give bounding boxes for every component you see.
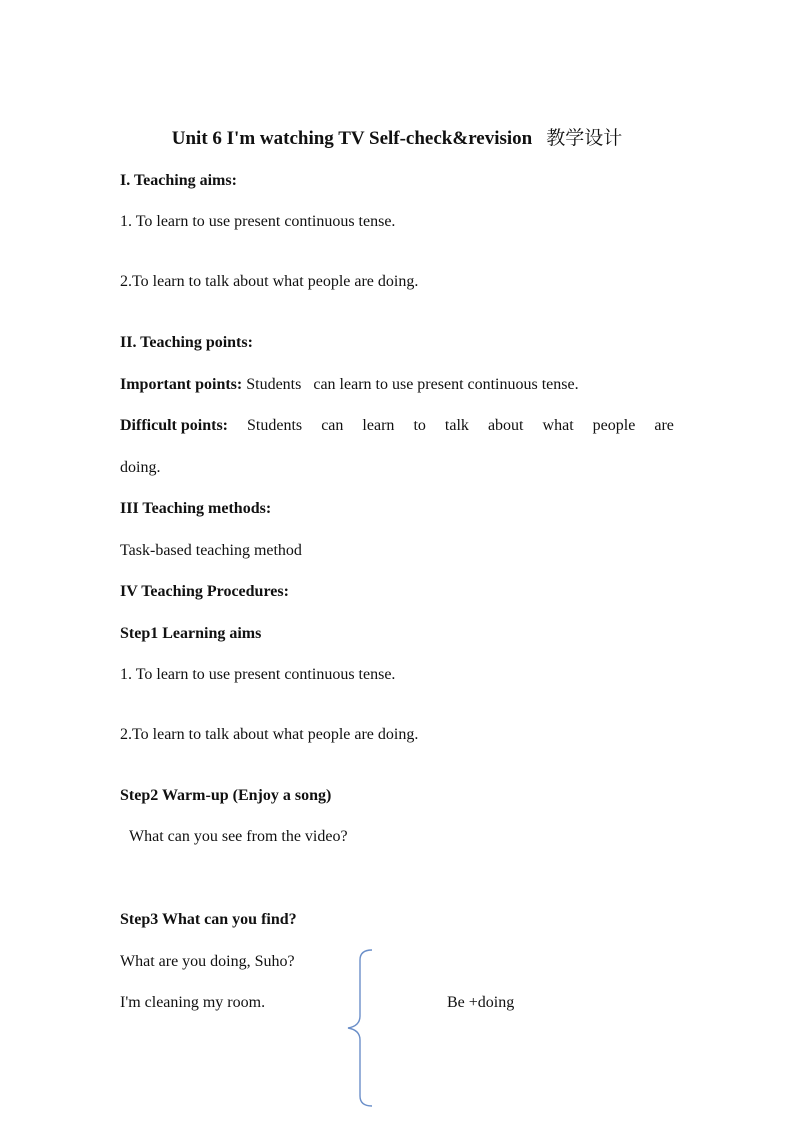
- step2-heading: Step2 Warm-up (Enjoy a song): [120, 787, 332, 804]
- teaching-points-heading: II. Teaching points:: [120, 334, 253, 351]
- aim-1: 1. To learn to use present continuous tense.: [120, 213, 396, 230]
- difficult-word: to: [413, 417, 426, 434]
- step3-question: What are you doing, Suho?: [120, 953, 295, 970]
- title-main: Unit 6 I'm watching TV Self-check&revision: [171, 128, 533, 149]
- teaching-methods-text: Task-based teaching method: [120, 542, 302, 559]
- difficult-word: Students: [247, 417, 303, 434]
- step2-question: What can you see from the video?: [129, 828, 348, 845]
- important-points-text: Students can learn to use present continuous tense.: [246, 376, 579, 393]
- step3-heading: Step3 What can you find?: [120, 911, 297, 928]
- difficult-word: are: [654, 417, 674, 434]
- step1-aim-1: 1. To learn to use present continuous tense.: [120, 666, 396, 683]
- title-chinese: 教学设计: [546, 127, 623, 149]
- be-doing-note: Be +doing: [447, 994, 515, 1011]
- teaching-procedures-heading: IV Teaching Procedures:: [120, 583, 289, 600]
- difficult-word: talk: [444, 417, 469, 434]
- difficult-points: [120, 416, 674, 436]
- difficult-word: learn: [362, 417, 395, 434]
- step1-aim-2: 2.To learn to talk about what people are doing.: [120, 726, 419, 743]
- important-points-label: Important points:: [120, 376, 243, 393]
- step3-answer: I'm cleaning my room.: [120, 994, 266, 1011]
- teaching-methods-heading: III Teaching methods:: [120, 500, 272, 517]
- difficult-points-label: Difficult points:: [120, 417, 228, 434]
- left-brace: [344, 948, 376, 1108]
- important-points: [120, 375, 579, 395]
- difficult-word: about: [487, 417, 524, 434]
- difficult-points-continued: doing.: [120, 459, 161, 476]
- difficult-word: can: [321, 417, 344, 434]
- document-title: [0, 126, 794, 151]
- teaching-aims-heading: I. Teaching aims:: [120, 172, 237, 189]
- difficult-word: what: [542, 417, 574, 434]
- aim-2: 2.To learn to talk about what people are doing.: [120, 273, 419, 290]
- difficult-word: people: [592, 417, 636, 434]
- step1-heading: Step1 Learning aims: [120, 625, 262, 642]
